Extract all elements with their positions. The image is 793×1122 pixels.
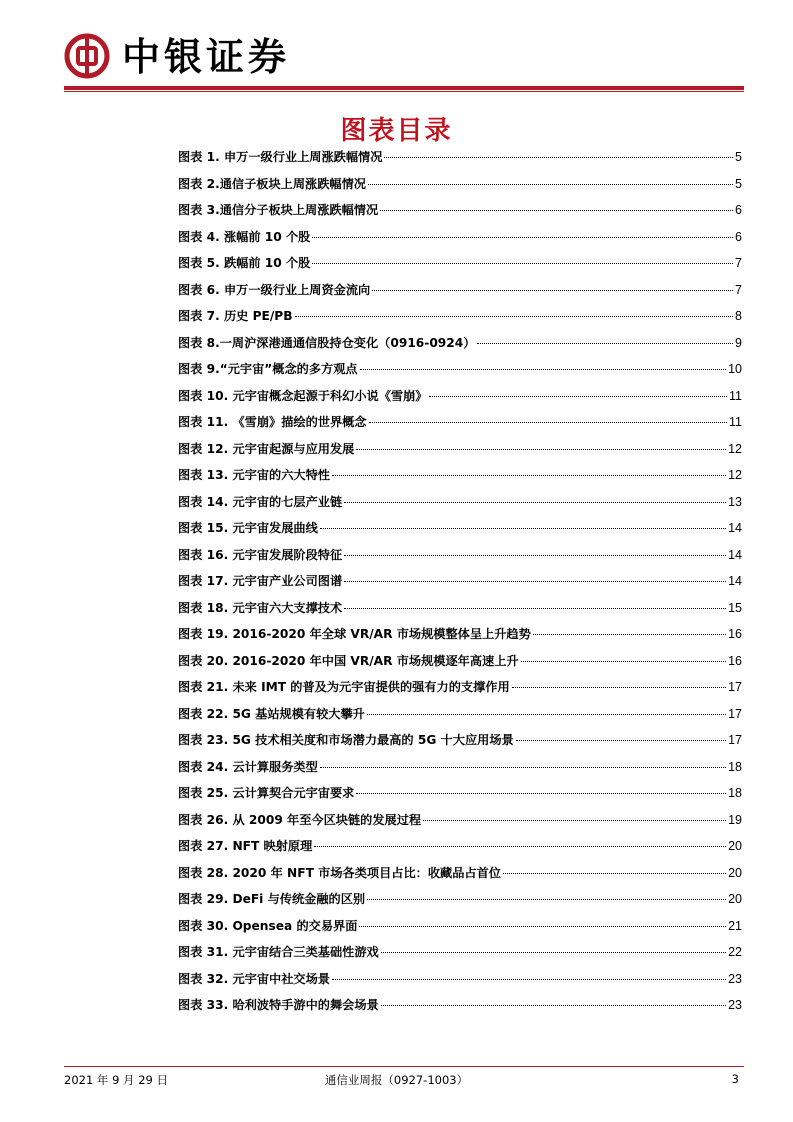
toc-dot-leader (521, 661, 726, 662)
toc-dot-leader (423, 820, 726, 821)
toc-entry-page[interactable]: 16 (728, 627, 742, 641)
toc-entry-page[interactable]: 5 (735, 176, 742, 191)
toc-entry-label[interactable]: 图表 26. 从 2009 年至今区块链的发展过程 (178, 812, 422, 827)
toc-entry-page[interactable]: 18 (728, 786, 742, 800)
toc-entry[interactable] (178, 943, 742, 970)
toc-entry-label[interactable]: 图表 31. 元宇宙结合三类基础性游戏 (178, 945, 379, 959)
toc-dot-leader (344, 502, 726, 503)
toc-entry[interactable] (178, 572, 742, 599)
toc-entry-label[interactable]: 图表 10. 元宇宙概念起源于科幻小说《雪崩》 (178, 388, 428, 403)
toc-entry[interactable] (178, 360, 742, 387)
toc-entry-page[interactable]: 6 (735, 229, 742, 244)
toc-entry-label[interactable]: 图表 4. 涨幅前 10 个股 (178, 229, 311, 244)
toc-entry-page[interactable]: 14 (728, 521, 742, 535)
toc-entry[interactable] (178, 387, 742, 414)
toc-entry-label[interactable]: 图表 29. DeFi 与传统金融的区别 (178, 892, 366, 906)
toc-entry-label[interactable]: 图表 23. 5G 技术相关度和市场潜力最高的 5G 十大应用场景 (178, 733, 514, 747)
toc-entry[interactable] (178, 254, 742, 281)
toc-entry-page[interactable]: 16 (728, 653, 742, 668)
toc-entry[interactable] (178, 731, 742, 758)
toc-entry-page[interactable]: 8 (735, 309, 742, 323)
toc-dot-leader (477, 343, 733, 344)
toc-dot-leader (360, 369, 726, 370)
toc-entry-page[interactable]: 17 (728, 733, 742, 747)
toc-dot-leader (320, 767, 726, 768)
toc-dot-leader (368, 184, 733, 185)
toc-entry[interactable] (178, 493, 742, 520)
toc-entry-page[interactable]: 23 (728, 971, 742, 986)
toc-dot-leader (512, 687, 726, 688)
toc-entry[interactable] (178, 784, 742, 811)
toc-entry[interactable] (178, 599, 742, 626)
toc-entry[interactable] (178, 519, 742, 546)
header-divider-thin (64, 91, 744, 92)
toc-entry-label[interactable]: 图表 9.“元宇宙”概念的多方观点 (178, 362, 358, 376)
toc-entry-label[interactable]: 图表 24. 云计算服务类型 (178, 759, 318, 774)
footer-page-number: 3 (731, 1072, 739, 1086)
toc-dot-leader (380, 210, 733, 211)
toc-entry[interactable] (178, 440, 742, 467)
toc-dot-leader (320, 528, 726, 529)
toc-dot-leader (367, 714, 726, 715)
header-divider (64, 86, 744, 90)
toc-entry-page[interactable]: 15 (728, 600, 742, 615)
toc-entry-label[interactable]: 图表 15. 元宇宙发展曲线 (178, 521, 318, 535)
toc-entry-label[interactable]: 图表 14. 元宇宙的七层产业链 (178, 494, 343, 509)
toc-entry-label[interactable]: 图表 8.一周沪深港通通信股持仓变化（0916-0924） (178, 335, 476, 350)
toc-entry-label[interactable]: 图表 22. 5G 基站规模有较大攀升 (178, 706, 365, 721)
toc-entry-page[interactable]: 12 (728, 468, 742, 482)
toc-entry-page[interactable]: 23 (728, 998, 742, 1012)
footer-report-title: 通信业周报（0927-1003） (324, 1073, 469, 1087)
toc-entry[interactable] (178, 864, 742, 891)
toc-entry-page[interactable]: 13 (728, 494, 742, 509)
toc-entry[interactable] (178, 890, 742, 917)
toc-entry[interactable] (178, 970, 742, 997)
toc-entry[interactable] (178, 917, 742, 944)
toc-entry[interactable] (178, 307, 742, 334)
toc-entry-page[interactable]: 20 (728, 892, 742, 906)
footer-date: 2021 年 9 月 29 日 (64, 1073, 168, 1087)
toc-dot-leader (344, 608, 726, 609)
toc-entry-page[interactable]: 14 (728, 574, 742, 588)
toc-entry-page[interactable]: 11 (729, 415, 742, 429)
toc-dot-leader (332, 979, 726, 980)
toc-dot-leader (332, 475, 726, 476)
toc-dot-leader (369, 422, 728, 423)
page-title: 图表目录 (340, 116, 453, 146)
toc-entry-label[interactable]: 图表 12. 元宇宙起源与应用发展 (178, 441, 355, 456)
toc-entry-page[interactable]: 14 (728, 547, 742, 562)
toc-dot-leader (356, 793, 726, 794)
toc-dot-leader (381, 952, 726, 953)
toc-entry-label[interactable]: 图表 18. 元宇宙六大支撑技术 (178, 600, 343, 615)
toc-dot-leader (384, 157, 733, 158)
toc-entry[interactable] (178, 758, 742, 785)
toc-entry[interactable] (178, 837, 742, 864)
toc-entry[interactable] (178, 175, 742, 202)
toc-dot-leader (359, 926, 726, 927)
toc-entry-label[interactable]: 图表 19. 2016-2020 年全球 VR/AR 市场规模整体呈上升趋势 (178, 627, 531, 641)
toc-entry-page[interactable]: 21 (728, 918, 742, 933)
toc-entry-label[interactable]: 图表 6. 申万一级行业上周资金流向 (178, 282, 371, 297)
toc-entry-label[interactable]: 图表 28. 2020 年 NFT 市场各类项目占比：收藏品占首位 (178, 865, 501, 880)
toc-entry-page[interactable]: 22 (728, 945, 742, 959)
toc-dot-leader (312, 263, 733, 264)
toc-dot-leader (295, 316, 734, 317)
toc-entry-label[interactable]: 图表 30. Opensea 的交易界面 (178, 918, 358, 933)
toc-dot-leader (372, 290, 733, 291)
toc-dot-leader (533, 634, 726, 635)
toc-dot-leader (367, 899, 726, 900)
toc-entry-label[interactable]: 图表 13. 元宇宙的六大特性 (178, 468, 330, 482)
toc-entry-page[interactable]: 18 (728, 759, 742, 774)
toc-entry-page[interactable]: 5 (735, 150, 742, 164)
toc-entry-page[interactable]: 7 (735, 282, 742, 297)
toc-entry[interactable] (178, 334, 742, 361)
footer-divider (64, 1066, 744, 1067)
brand-name: 中银证券 (122, 34, 291, 79)
toc-entry-label[interactable]: 图表 2.通信子板块上周涨跌幅情况 (178, 176, 366, 191)
toc-entry-label[interactable]: 图表 27. NFT 映射原理 (178, 839, 313, 853)
toc-entry-label[interactable]: 图表 7. 历史 PE/PB (178, 309, 293, 323)
toc-entry-page[interactable]: 12 (728, 441, 742, 456)
toc-entry-page[interactable]: 7 (735, 256, 742, 270)
toc-entry[interactable] (178, 413, 742, 440)
toc-dot-leader (344, 555, 726, 556)
toc-entry-page[interactable]: 9 (735, 335, 742, 350)
toc-entry-label[interactable]: 图表 5. 跌幅前 10 个股 (178, 256, 311, 270)
toc-entry-page[interactable]: 20 (728, 839, 742, 853)
toc-dot-leader (429, 396, 727, 397)
toc-entry-label[interactable]: 图表 16. 元宇宙发展阶段特征 (178, 547, 343, 562)
toc-dot-leader (344, 581, 726, 582)
toc-entry-label[interactable]: 图表 3.通信分子板块上周涨跌幅情况 (178, 203, 379, 217)
toc-entry[interactable] (178, 705, 742, 732)
toc-entry[interactable] (178, 652, 742, 679)
toc-dot-leader (381, 1005, 726, 1006)
toc-entry-page[interactable]: 11 (729, 388, 742, 403)
toc-entry-page[interactable]: 19 (728, 812, 742, 827)
toc-entry-page[interactable]: 17 (728, 706, 742, 721)
toc-entry[interactable] (178, 281, 742, 308)
toc-entry-label[interactable]: 图表 17. 元宇宙产业公司图谱 (178, 574, 343, 588)
toc-entry[interactable] (178, 466, 742, 493)
toc-entry[interactable] (178, 811, 742, 838)
toc-dot-leader (503, 873, 726, 874)
page-header (0, 0, 793, 95)
toc-dot-leader (314, 846, 726, 847)
toc-entry-label[interactable]: 图表 25. 云计算契合元宇宙要求 (178, 786, 355, 800)
toc-dot-leader (312, 237, 733, 238)
toc-entry-label[interactable]: 图表 11. 《雪崩》描绘的世界概念 (178, 415, 367, 429)
toc-dot-leader (356, 449, 726, 450)
toc-entry-label[interactable]: 图表 21. 未来 IMT 的普及为元宇宙提供的强有力的支撑作用 (178, 680, 510, 694)
toc-entry[interactable] (178, 148, 742, 175)
toc-entry[interactable] (178, 201, 742, 228)
toc-entry[interactable] (178, 228, 742, 255)
toc-entry[interactable] (178, 625, 742, 652)
toc-entry-page[interactable]: 6 (735, 203, 742, 217)
toc-dot-leader (516, 740, 726, 741)
toc-entry-page[interactable]: 20 (728, 865, 742, 880)
bank-of-china-logo-icon (64, 33, 110, 79)
toc-entry-label[interactable]: 图表 33. 哈利波特手游中的舞会场景 (178, 998, 379, 1012)
toc-entry-label[interactable]: 图表 1. 申万一级行业上周涨跌幅情况 (178, 150, 383, 164)
toc-entry-page[interactable]: 17 (728, 680, 742, 694)
toc-entry-page[interactable]: 10 (728, 362, 742, 376)
toc-entry[interactable] (178, 546, 742, 573)
toc-entry-label[interactable]: 图表 20. 2016-2020 年中国 VR/AR 市场规模逐年高速上升 (178, 653, 519, 668)
toc-entry[interactable] (178, 996, 742, 1023)
table-of-figures (178, 148, 742, 1023)
toc-entry-label[interactable]: 图表 32. 元宇宙中社交场景 (178, 971, 330, 986)
toc-entry[interactable] (178, 678, 742, 705)
